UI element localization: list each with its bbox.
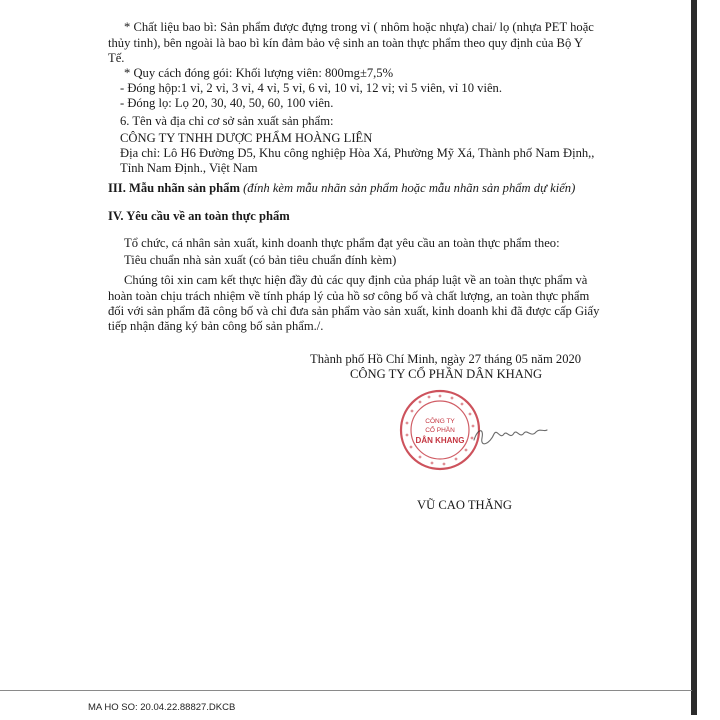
commitment-line-2: hoàn toàn chịu trách nhiệm về tính pháp lý của hồ sơ công bố và chất lượng, an toàn thực phẩm: [108, 289, 590, 303]
section-3-note: (đính kèm mẫu nhãn sản phẩm hoặc mẫu nhãn sản phẩm dự kiến): [243, 181, 576, 195]
stamp-text-1: CÔNG TY: [425, 418, 455, 425]
stamp-text-3: DÂN KHANG: [415, 436, 465, 445]
manufacturer-address-2: Tỉnh Nam Định., Việt Nam: [120, 161, 258, 175]
packaging-line-3: Tế.: [108, 51, 125, 65]
page-bottom-rule: [0, 690, 692, 691]
signer-name: VŨ CAO THĂNG: [417, 498, 512, 512]
place-date: Thành phố Hồ Chí Minh, ngày 27 tháng 05 năm 2020: [310, 352, 582, 366]
commitment-line-1: Chúng tôi xin cam kết thực hiện đầy đủ các quy định của pháp luật về an toàn thực phẩm và: [124, 273, 588, 287]
manufacturer-address-1: Địa chỉ: Lô H6 Đường D5, Khu công nghiệp Hòa Xá, Phường Mỹ Xá, Thành phố Nam Định,,: [120, 146, 595, 160]
commitment-line-3: đối với sản phẩm đã công bố và chỉ đưa sản phẩm vào sản xuất, kinh doanh khi đã được cấp Giấy: [108, 304, 600, 318]
spec-line-3: - Đóng lọ: Lọ 20, 30, 40, 50, 60, 100 viên.: [120, 96, 334, 110]
manufacturer-heading: 6. Tên và địa chỉ cơ sở sản xuất sản phẩm:: [120, 114, 334, 128]
packaging-line-1: * Chất liệu bao bì: Sản phẩm được đựng trong vỉ ( nhôm hoặc nhựa) chai/ lọ (nhựa PET hoặc: [124, 20, 594, 34]
page-edge-bar: [691, 0, 697, 715]
packaging-line-2: thủy tinh), bên ngoài là bao bì kín đảm bảo vệ sinh an toàn thực phẩm theo quy định của Bộ Y: [108, 36, 584, 50]
section-4-title: IV. Yêu cầu về an toàn thực phẩm: [108, 209, 290, 223]
stamp-text-2: CỔ PHẦN: [425, 427, 455, 434]
spec-line-2: - Đóng hộp:1 vỉ, 2 vỉ, 3 vỉ, 4 vỉ, 5 vỉ, 6 vỉ, 10 vỉ, 12 vỉ; vỉ 5 viên, vỉ 10 viên.: [120, 81, 503, 95]
signoff-company: CÔNG TY CỔ PHẦN DÂN KHANG: [350, 367, 543, 381]
dossier-code: MA HO SO: 20.04.22.88827.DKCB: [88, 702, 236, 713]
requirement-line-1: Tổ chức, cá nhân sản xuất, kinh doanh thực phẩm đạt yêu cầu an toàn thực phẩm theo:: [124, 236, 560, 250]
manufacturer-company: CÔNG TY TNHH DƯỢC PHẨM HOÀNG LIÊN: [120, 131, 373, 145]
spec-line-1: * Quy cách đóng gói: Khối lượng viên: 800mg±7,5%: [124, 66, 394, 80]
section-3-heading: [108, 181, 575, 196]
section-3-title: III. Mẫu nhãn sản phẩm: [108, 181, 240, 195]
commitment-line-4: tiếp nhận đăng ký bản công bố sản phẩm./.: [108, 319, 324, 333]
requirement-line-2: Tiêu chuẩn nhà sản xuất (có bản tiêu chuẩn đính kèm): [124, 253, 397, 267]
handwritten-signature: [470, 418, 550, 450]
